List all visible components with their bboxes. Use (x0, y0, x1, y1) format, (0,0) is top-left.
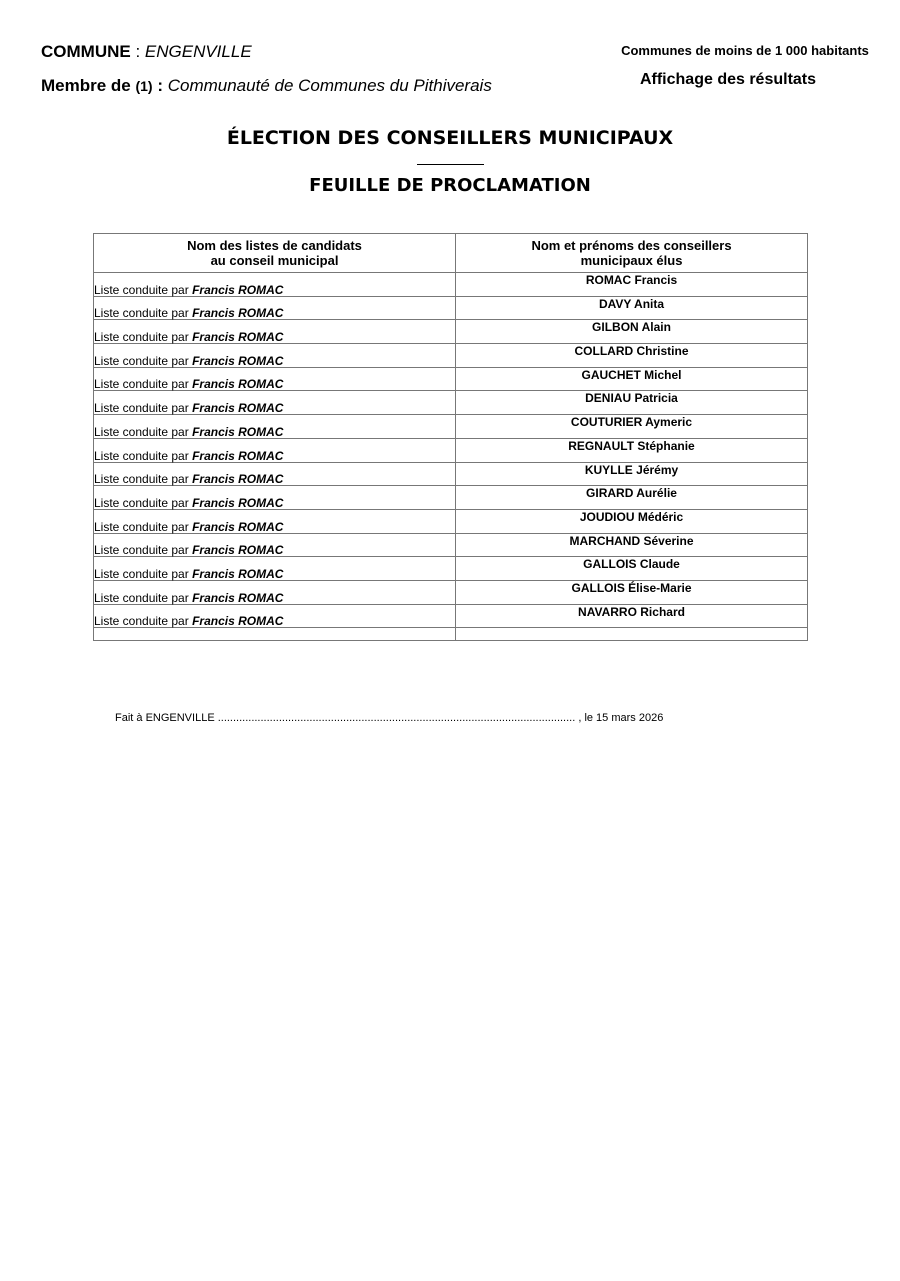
membre-separator: : (152, 76, 168, 95)
document-title: ÉLECTION DES CONSEILLERS MUNICIPAUX (226, 127, 674, 149)
list-cell (94, 344, 456, 368)
commune-separator: : (130, 42, 145, 61)
list-prefix: Liste conduite par (94, 614, 193, 629)
results-table (93, 233, 808, 641)
elected-name: GILBON Alain (456, 320, 808, 344)
list-prefix: Liste conduite par (94, 353, 193, 368)
elected-name: JOUDIOU Médéric (456, 509, 808, 533)
list-leader: Francis ROMAC (192, 306, 284, 321)
header-elected-line1: Nom et prénoms des conseillers (531, 238, 732, 253)
list-prefix: Liste conduite par (94, 495, 193, 510)
elected-name: GALLOIS Claude (456, 557, 808, 581)
header-lists-line2: au conseil municipal (210, 253, 339, 268)
list-cell (94, 320, 456, 344)
elected-name: REGNAULT Stéphanie (456, 438, 808, 462)
elected-name: DAVY Anita (456, 296, 808, 320)
list-cell (94, 557, 456, 581)
document-subtitle: FEUILLE DE PROCLAMATION (309, 175, 591, 196)
list-leader: Francis ROMAC (192, 424, 284, 439)
empty-row (94, 628, 808, 641)
list-prefix: Liste conduite par (94, 377, 193, 392)
list-cell (94, 604, 456, 628)
list-prefix: Liste conduite par (94, 519, 193, 534)
empty-cell (94, 628, 456, 641)
elected-name: COUTURIER Aymeric (456, 415, 808, 439)
table-row (94, 509, 808, 533)
elected-name: GALLOIS Élise-Marie (456, 580, 808, 604)
table-row (94, 604, 808, 628)
list-prefix: Liste conduite par (94, 282, 193, 297)
elected-name: NAVARRO Richard (456, 604, 808, 628)
list-leader: Francis ROMAC (192, 353, 284, 368)
list-leader: Francis ROMAC (192, 448, 284, 463)
header-lists-line1: Nom des listes de candidats (187, 238, 362, 253)
list-cell (94, 438, 456, 462)
table-row (94, 296, 808, 320)
list-prefix: Liste conduite par (94, 472, 193, 487)
list-leader: Francis ROMAC (192, 543, 284, 558)
elected-name: GAUCHET Michel (456, 367, 808, 391)
signature-line: Fait à ENGENVILLE ..................................................................................................................... , le 15 mars 2026 (115, 712, 664, 724)
table-row (94, 557, 808, 581)
table-row (94, 391, 808, 415)
list-prefix: Liste conduite par (94, 448, 193, 463)
list-leader: Francis ROMAC (192, 282, 284, 297)
list-cell (94, 486, 456, 510)
list-leader: Francis ROMAC (192, 377, 284, 392)
table-row (94, 367, 808, 391)
table-row (94, 533, 808, 557)
list-prefix: Liste conduite par (94, 306, 193, 321)
list-cell (94, 415, 456, 439)
header-elected-line2: municipaux élus (580, 253, 683, 268)
list-leader: Francis ROMAC (192, 519, 284, 534)
list-leader: Francis ROMAC (192, 614, 284, 629)
list-leader: Francis ROMAC (192, 472, 284, 487)
list-prefix: Liste conduite par (94, 543, 193, 558)
membre-footnote-ref: (1) (135, 78, 153, 94)
header-elected (456, 234, 808, 273)
list-cell (94, 509, 456, 533)
elected-name: ROMAC Francis (456, 273, 808, 297)
list-leader: Francis ROMAC (192, 495, 284, 510)
commune-label: COMMUNE (41, 42, 131, 61)
commune-name: ENGENVILLE (144, 42, 252, 61)
list-cell (94, 462, 456, 486)
membre-value: Communauté de Communes du Pithiverais (167, 76, 492, 95)
list-cell (94, 296, 456, 320)
commune-line (41, 42, 252, 62)
list-prefix: Liste conduite par (94, 566, 193, 581)
list-cell (94, 580, 456, 604)
table-row (94, 273, 808, 297)
list-leader: Francis ROMAC (192, 401, 284, 416)
list-cell (94, 533, 456, 557)
table-row (94, 320, 808, 344)
table-row (94, 580, 808, 604)
elected-name: COLLARD Christine (456, 344, 808, 368)
display-type: Affichage des résultats (639, 71, 817, 88)
list-leader: Francis ROMAC (192, 330, 284, 345)
results-body (94, 273, 808, 641)
list-cell (94, 391, 456, 415)
elected-name: DENIAU Patricia (456, 391, 808, 415)
membre-line (41, 76, 492, 96)
table-row (94, 438, 808, 462)
list-prefix: Liste conduite par (94, 401, 193, 416)
elected-name: MARCHAND Séverine (456, 533, 808, 557)
list-cell (94, 367, 456, 391)
list-leader: Francis ROMAC (192, 590, 284, 605)
title-divider (417, 164, 484, 165)
table-row (94, 462, 808, 486)
table-row (94, 344, 808, 368)
list-prefix: Liste conduite par (94, 590, 193, 605)
list-prefix: Liste conduite par (94, 424, 193, 439)
table-header-row (94, 234, 808, 273)
membre-label: Membre de (41, 76, 131, 95)
commune-category: Communes de moins de 1 000 habitants (621, 43, 869, 58)
elected-name: KUYLLE Jérémy (456, 462, 808, 486)
empty-cell (456, 628, 808, 641)
header-lists (94, 234, 456, 273)
list-leader: Francis ROMAC (192, 566, 284, 581)
table-row (94, 486, 808, 510)
table-row (94, 415, 808, 439)
list-prefix: Liste conduite par (94, 330, 193, 345)
elected-name: GIRARD Aurélie (456, 486, 808, 510)
list-cell (94, 273, 456, 297)
